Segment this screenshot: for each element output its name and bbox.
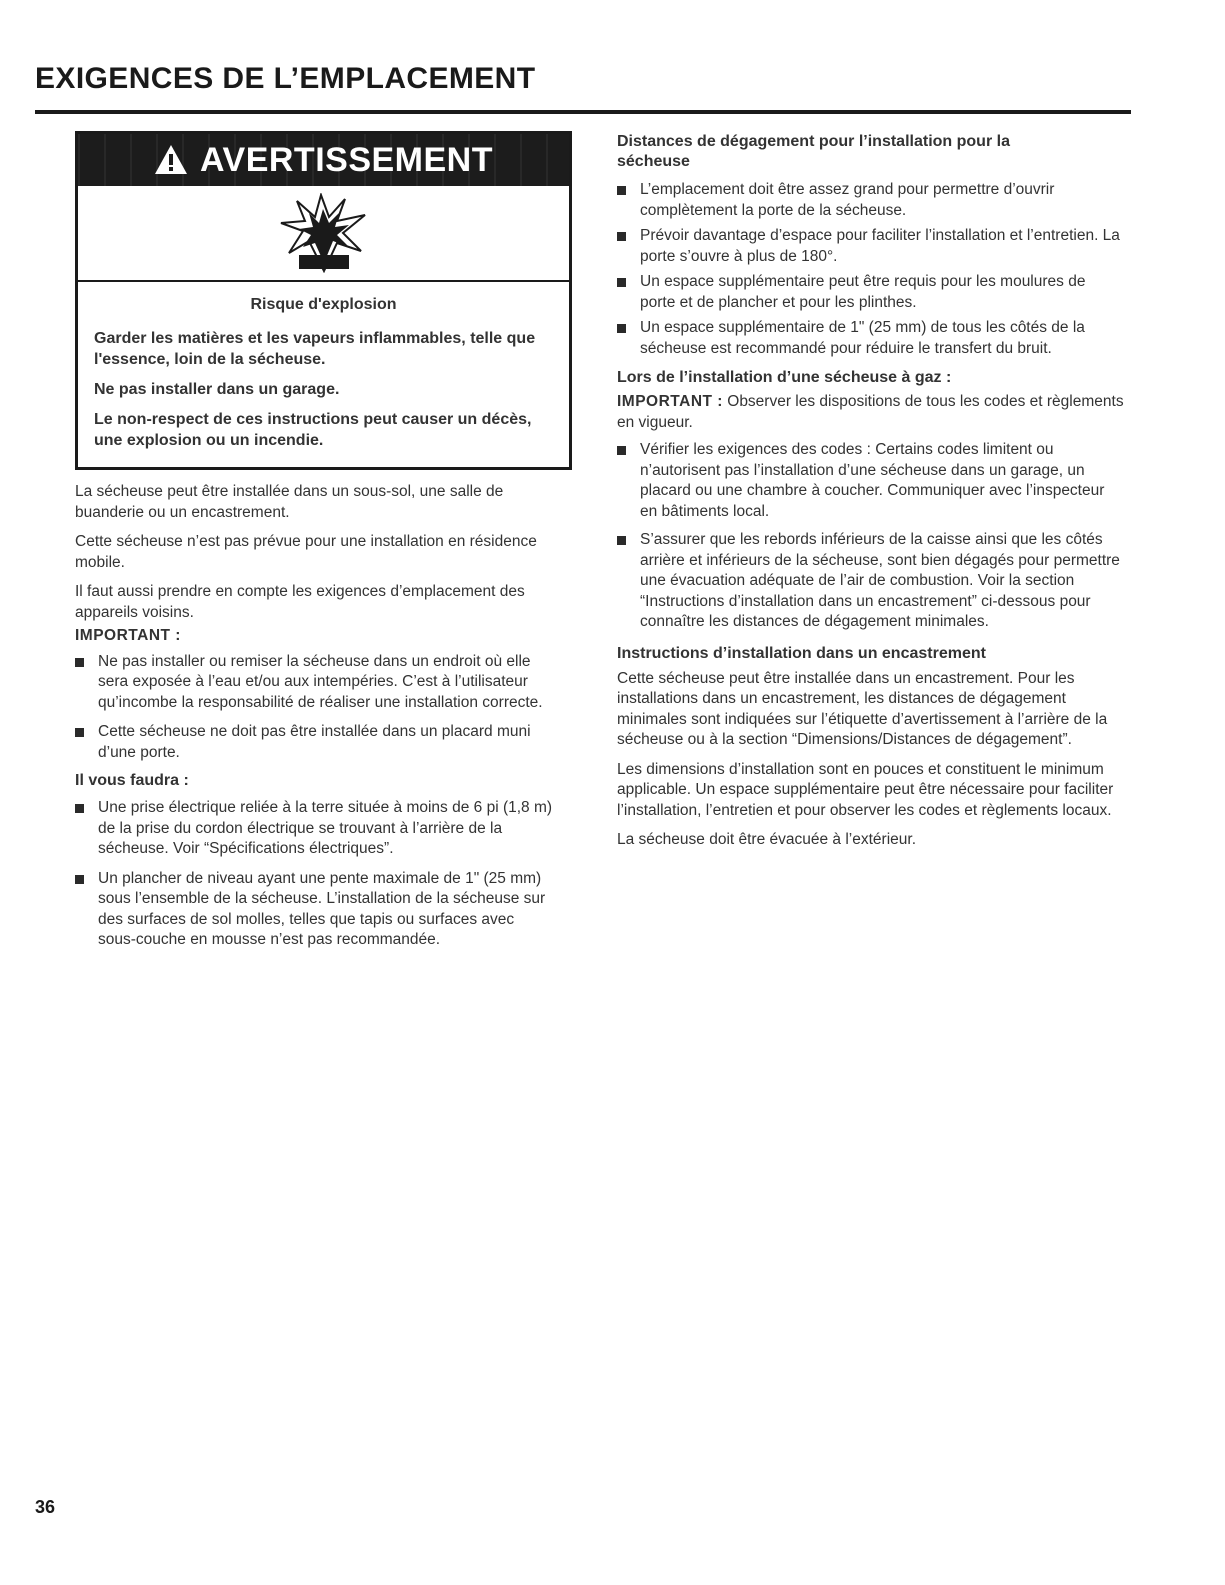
- list-item: [617, 530, 1125, 633]
- list-item-text: Ne pas installer ou remiser la sécheuse dans un endroit où elle sera exposée à l’eau et/ou aux intempéries. C’est à l’utilisateur qu’incombe la responsabilité de réaliser une installation correcte.: [98, 652, 543, 711]
- warning-line: Ne pas installer dans un garage.: [94, 381, 340, 398]
- bullet-square-icon: [75, 658, 84, 667]
- paragraph: Il faut aussi prendre en compte les exigences d’emplacement des appareils voisins.: [75, 583, 525, 621]
- list-item-text: S’assurer que les rebords inférieurs de la caisse ainsi que les côtés arrière et inférieurs de la sécheuse, sont bien dégagés pour permettre une évacuation adéquate de l’air de combustion. Voir la section “Instructions d’installation dans un encastrement” ci-dessous pour connaître les distances de dégagement minimales.: [640, 531, 1120, 630]
- warning-line: Le non-respect de ces instructions peut causer un décès, une explosion ou un incendie.: [94, 411, 532, 449]
- gas-list: [617, 440, 1125, 633]
- bullet-square-icon: [617, 324, 626, 333]
- warning-header-text: AVERTISSEMENT: [199, 140, 493, 179]
- page-number: 36: [35, 1497, 56, 1517]
- list-item: [617, 272, 1125, 313]
- list-item: [617, 226, 1125, 267]
- bullet-square-icon: [617, 536, 626, 545]
- section-heading: Distances de dégagement pour l’installation pour la sécheuse: [617, 133, 1010, 170]
- list-item-text: Un espace supplémentaire peut être requis pour les moulures de porte et de plancher et pour les plinthes.: [640, 273, 1086, 311]
- page-title: EXIGENCES DE L’EMPLACEMENT: [35, 62, 536, 95]
- paragraph: La sécheuse peut être installée dans un sous-sol, une salle de buanderie ou un encastrement.: [75, 483, 504, 521]
- bullet-square-icon: [75, 875, 84, 884]
- list-item-text: Prévoir davantage d’espace pour faciliter l’installation et l’entretien. La porte s’ouvre à plus de 180°.: [640, 227, 1120, 265]
- list-item: [617, 440, 1125, 522]
- warning-body: [78, 282, 569, 451]
- explosion-icon: [279, 193, 369, 273]
- list-item-text: L’emplacement doit être assez grand pour permettre d’ouvrir complètement la porte de la sécheuse.: [640, 181, 1055, 219]
- list-item-text: Un espace supplémentaire de 1" (25 mm) de tous les côtés de la sécheuse est recommandé pour réduire le transfert du bruit.: [640, 319, 1085, 357]
- list-item: [75, 722, 553, 763]
- list-item-text: Vérifier les exigences des codes : Certains codes limitent ou n’autorisent pas l’installation d’une sécheuse dans un garage, un placard ou une chambre à coucher. Communiquer avec l’inspecteur en bâtiments local.: [640, 441, 1105, 520]
- list-item-text: Un plancher de niveau ayant une pente maximale de 1" (25 mm) sous l’ensemble de la sécheuse. L’installation de la sécheuse sur des surfaces de sol molles, telles que tapis ou surfaces avec sous-couche en mousse n’est pas recommandée.: [98, 869, 546, 948]
- bullet-square-icon: [75, 804, 84, 813]
- paragraph: La sécheuse doit être évacuée à l’extérieur.: [617, 831, 916, 848]
- warning-header: [78, 134, 569, 186]
- list-item-text: Une prise électrique reliée à la terre située à moins de 6 pi (1,8 m) de la prise du cordon électrique se trouvant à l’arrière de la sécheuse. Voir “Spécifications électriques”.: [98, 799, 553, 857]
- title-rule: [35, 110, 1131, 114]
- list-item: [75, 869, 553, 951]
- section-heading: Instructions d’installation dans un encastrement: [617, 644, 986, 662]
- requirements-list: [75, 798, 553, 951]
- warning-box: [75, 131, 572, 470]
- paragraph: Les dimensions d’installation sont en pouces et constituent le minimum applicable. Un espace supplémentaire peut être nécessaire pour faciliter l’installation, l’entretien et pour observer les codes et règlements locaux.: [617, 760, 1114, 819]
- list-item: [75, 652, 553, 714]
- warning-triangle-icon: [154, 143, 188, 177]
- paragraph: Cette sécheuse peut être installée dans un encastrement. Pour les installations dans un encastrement, les distances de dégagement minimales sont indiquées sur l’étiquette d’avertissement à l’arrière de la sécheuse ou à la section “Dimensions/Distances de dégagement”.: [617, 669, 1108, 748]
- bullet-square-icon: [617, 186, 626, 195]
- clearance-list: [617, 180, 1125, 359]
- gas-important-paragraph: [617, 392, 1125, 433]
- paragraph: Cette sécheuse n’est pas prévue pour une installation en résidence mobile.: [75, 533, 537, 571]
- list-item: [617, 318, 1125, 359]
- left-column: [75, 482, 553, 951]
- list-item: [617, 180, 1125, 221]
- hazard-title: Risque d'explosion: [250, 296, 397, 313]
- important-list: [75, 652, 553, 764]
- warning-graphic: [78, 186, 569, 282]
- right-column: [617, 132, 1125, 851]
- important-label: IMPORTANT :: [75, 627, 181, 644]
- list-item-text: Cette sécheuse ne doit pas être installée dans un placard muni d’une porte.: [98, 723, 531, 761]
- section-heading: Il vous faudra :: [75, 772, 189, 789]
- important-label: IMPORTANT :: [617, 393, 723, 410]
- section-heading: Lors de l’installation d’une sécheuse à gaz :: [617, 369, 952, 386]
- important-text: Observer les dispositions de tous les codes et règlements en vigueur.: [617, 393, 1124, 431]
- bullet-square-icon: [617, 278, 626, 287]
- list-item: [75, 798, 553, 860]
- bullet-square-icon: [617, 232, 626, 241]
- bullet-square-icon: [75, 728, 84, 737]
- bullet-square-icon: [617, 446, 626, 455]
- warning-line: Garder les matières et les vapeurs inflammables, telle que l'essence, loin de la sécheuse.: [94, 330, 536, 368]
